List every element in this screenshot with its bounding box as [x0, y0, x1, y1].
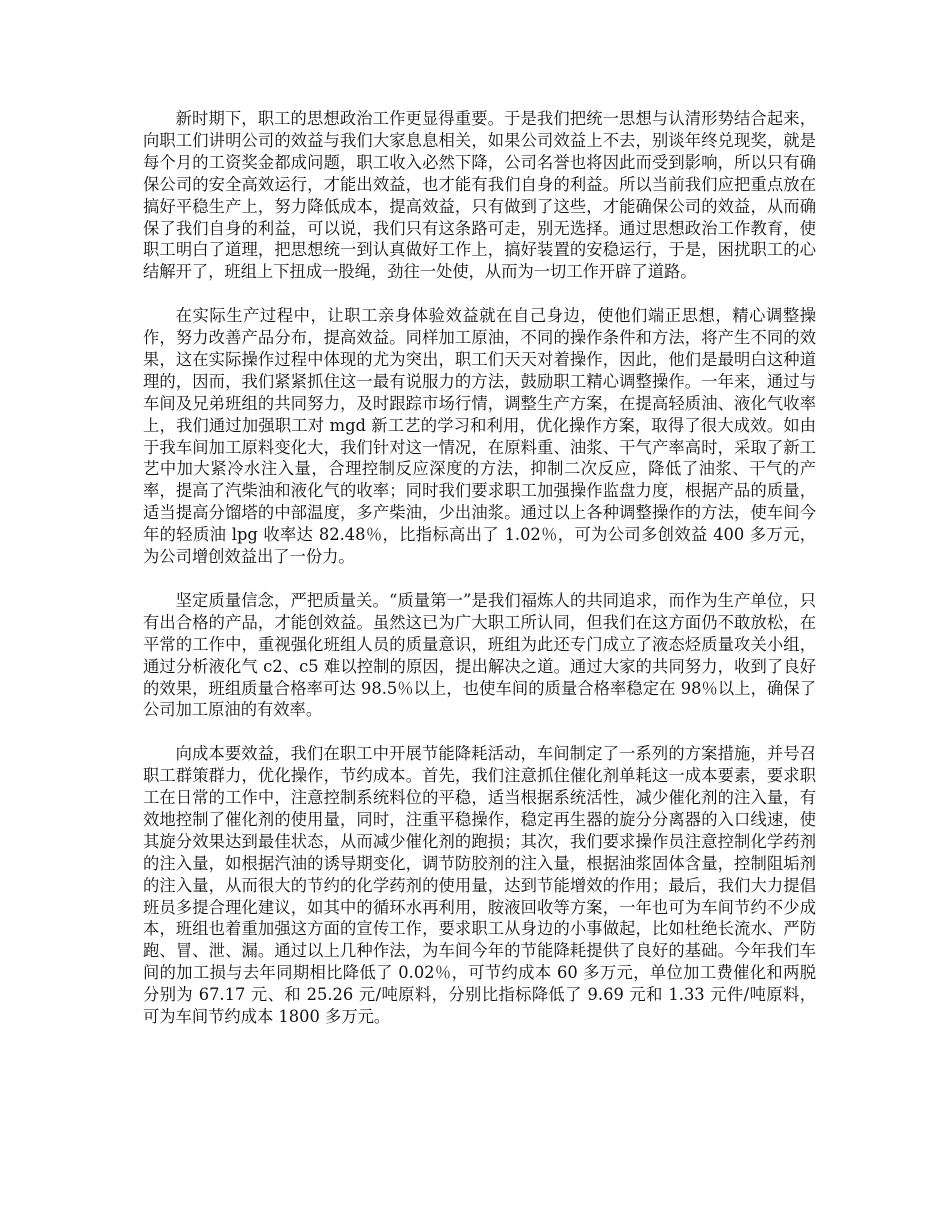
paragraph-political-work: 新时期下，职工的思想政治工作更显得重要。于是我们把统一思想与认清形势结合起来，向职工们讲明公司的效益与我们大家息息相关，如果公司效益上不去，别谈年终兑现奖，就是每个月的工资奖金都成问题，职工收入必然下降，公司名誉也将因此而受到影响，所以只有确保公司的安全高效运行，才能出效益，也才能有我们自身的利益。所以当前我们应把重点放在搞好平稳生产上，努力降低成本，提高效益，只有做到了这些，才能确保公司的效益，从而确保了我们自身的利益，可以说，我们只有这条路可走，别无选择。通过思想政治工作教育，使职工明白了道理，把思想统一到认真做好工作上，搞好装置的安稳运行，于是，困扰职工的心结解开了，班组上下扭成一股绳，劲往一处使，从而为一切工作开辟了道路。: [143, 109, 816, 282]
document-body: [143, 108, 816, 1050]
paragraph-cost-reduction: 向成本要效益，我们在职工中开展节能降耗活动，车间制定了一系列的方案措施，并号召职工群策群力，优化操作，节约成本。首先，我们注意抓住催化剂单耗这一成本要素，要求职工在日常的工作中，注意控制系统料位的平稳，适当根据系统活性，减少催化剂的注入量，有效地控制了催化剂的使用量，同时，注重平稳操作，稳定再生器的旋分分离器的入口线速，使其旋分效果达到最佳状态，从而减少催化剂的跑损；其次，我们要求操作员注意控制化学药剂的注入量，如根据汽油的诱导期变化，调节防胶剂的注入量，根据油浆固体含量，控制阻垢剂的注入量，从而很大的节约的化学药剂的使用量，达到节能增效的作用；最后，我们大力提倡班员多提合理化建议，如其中的循环水再利用，胺液回收等方案，一年也可为车间节约不少成本，班组也着重加强这方面的宣传工作，要求职工从身边的小事做起，比如杜绝长流水、严防跑、冒、泄、漏。通过以上几种作法，为车间今年的节能降耗提供了良好的基础。今年我们车间的加工损与去年同期相比降低了 0.02％，可节约成本 60 多万元，单位加工费催化和两脱分别为 67.17 元、和 25.26 元/吨原料，分别比指标降低了 9.69 元和 1.33 元件/吨原料，可为车间节约成本 1800 多万元。: [143, 744, 816, 1027]
paragraph-production-efficiency: 在实际生产过程中，让职工亲身体验效益就在自己身边，使他们端正思想，精心调整操作，努力改善产品分布，提高效益。同样加工原油，不同的操作条件和方法，将产生不同的效果，这在实际操作过程中体现的尤为突出，职工们天天对着操作，因此，他们是最明白这种道理的，因而，我们紧紧抓住这一最有说服力的方法，鼓励职工精心调整操作。一年来，通过与车间及兄弟班组的共同努力，及时跟踪市场行情，调整生产方案，在提高轻质油、液化气收率上，我们通过加强职工对 mgd 新工艺的学习和利用，优化操作方案，取得了很大成效。如由于我车间加工原料变化大，我们针对这一情况，在原料重、油浆、干气产率高时，采取了新工艺中加大紧冷水注入量，合理控制反应深度的方法，抑制二次反应，降低了油浆、干气的产率，提高了汽柴油和液化气的收率；同时我们要求职工加强操作监盘力度，根据产品的质量，适当提高分馏塔的中部温度，多产柴油，少出油浆。通过以上各种调整操作的方法，使车间今年的轻质油 lpg 收率达 82.48％，比指标高出了 1.02％，可为公司多创效益 400 多万元，为公司增创效益出了一份力。: [143, 306, 816, 567]
paragraph-quality-control: 坚定质量信念，严把质量关。“质量第一”是我们福炼人的共同追求，而作为生产单位，只有出合格的产品，才能创效益。虽然这已为广大职工所认同，但我们在这方面仍不敢放松，在平常的工作中，重视强化班组人员的质量意识，班组为此还专门成立了液态烃质量攻关小组，通过分析液化气 c2、c5 难以控制的原因，提出解决之道。通过大家的共同努力，收到了良好的效果，班组质量合格率可达 98.5％以上，也使车间的质量合格率稳定在 98％以上，确保了公司加工原油的有效率。: [143, 590, 816, 720]
